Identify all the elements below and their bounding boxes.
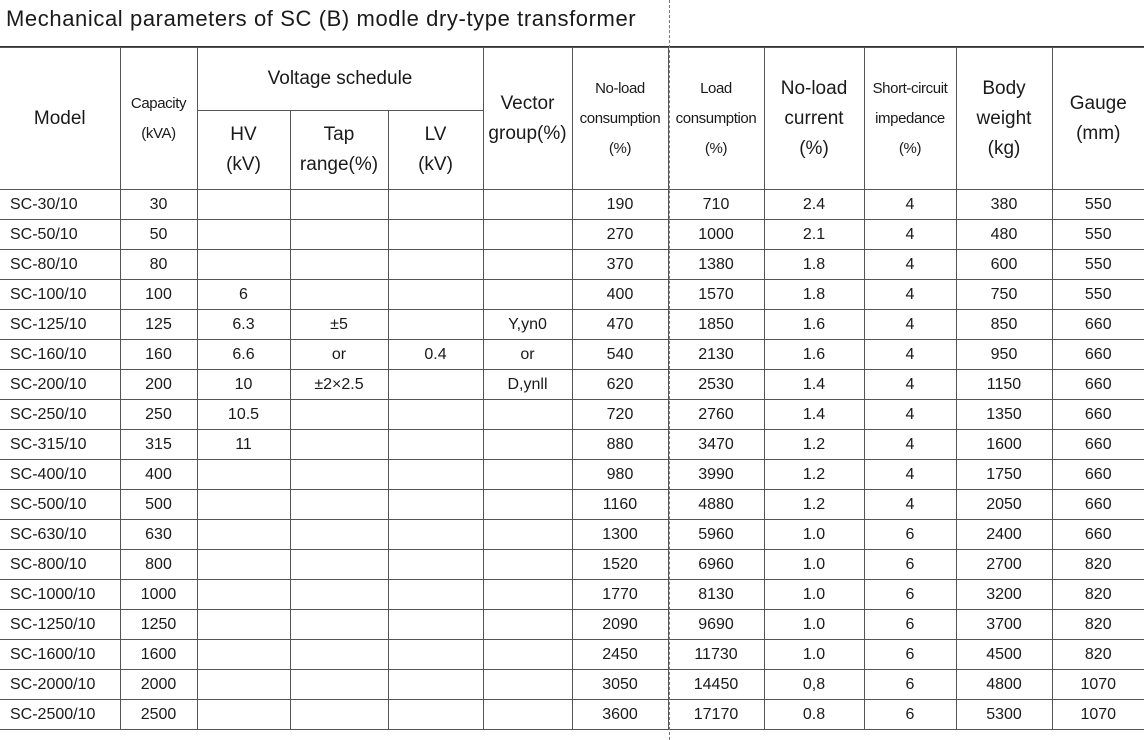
cell-lv [388, 550, 483, 580]
cell-vector-group [483, 250, 572, 280]
cell-load-consumption: 11730 [668, 640, 764, 670]
header-capacity-label: Capacity [130, 94, 187, 112]
header-no-load-current-unit: (%) [799, 137, 829, 159]
cell-hv [197, 550, 290, 580]
table-row [0, 520, 1144, 550]
cell-body-weight: 1600 [956, 430, 1052, 460]
cell-no-load-current: 1.6 [764, 310, 864, 340]
cell-tap-range [290, 280, 388, 310]
header-no-load-consumption-line1: No-load [595, 79, 645, 97]
cell-vector-group [483, 550, 572, 580]
cell-no-load-current: 1.0 [764, 580, 864, 610]
cell-tap-range [290, 550, 388, 580]
cell-no-load-current: 2.1 [764, 220, 864, 250]
cell-vector-group [483, 490, 572, 520]
header-model [0, 48, 120, 190]
cell-no-load-consumption: 540 [572, 340, 668, 370]
cell-lv [388, 220, 483, 250]
table-row [0, 280, 1144, 310]
cell-lv [388, 640, 483, 670]
cell-gauge: 550 [1052, 250, 1144, 280]
page-title: Mechanical parameters of SC (B) modle dry-type transformer [6, 6, 637, 31]
header-tap-range-label: Tap [323, 124, 355, 145]
cell-capacity: 630 [120, 520, 197, 550]
cell-vector-group [483, 610, 572, 640]
cell-no-load-current: 2.4 [764, 190, 864, 220]
header-vector-group [483, 48, 572, 190]
table-row [0, 490, 1144, 520]
cell-lv [388, 250, 483, 280]
cell-short-circuit-impedance: 4 [864, 310, 956, 340]
cell-lv [388, 400, 483, 430]
cell-no-load-consumption: 1770 [572, 580, 668, 610]
header-lv-unit: (kV) [418, 154, 453, 175]
cell-hv [197, 250, 290, 280]
cell-no-load-consumption: 1300 [572, 520, 668, 550]
cell-hv [197, 700, 290, 730]
cell-tap-range [290, 460, 388, 490]
cell-tap-range [290, 610, 388, 640]
cell-model: SC-1000/10 [0, 580, 120, 610]
cell-body-weight: 3200 [956, 580, 1052, 610]
cell-gauge: 820 [1052, 580, 1144, 610]
cell-gauge: 820 [1052, 640, 1144, 670]
header-gauge-unit: (mm) [1076, 122, 1121, 144]
cell-short-circuit-impedance: 6 [864, 550, 956, 580]
cell-capacity: 800 [120, 550, 197, 580]
header-tap-range-unit: range(%) [299, 154, 379, 175]
cell-short-circuit-impedance: 4 [864, 490, 956, 520]
cell-gauge: 550 [1052, 280, 1144, 310]
table-row [0, 370, 1144, 400]
cell-no-load-current: 1.2 [764, 460, 864, 490]
cell-load-consumption: 1570 [668, 280, 764, 310]
cell-capacity: 100 [120, 280, 197, 310]
cell-short-circuit-impedance: 4 [864, 400, 956, 430]
cell-vector-group: D,ynll [483, 370, 572, 400]
cell-no-load-consumption: 370 [572, 250, 668, 280]
cell-short-circuit-impedance: 4 [864, 280, 956, 310]
header-gauge [1052, 48, 1144, 190]
cell-load-consumption: 1380 [668, 250, 764, 280]
table-row [0, 220, 1144, 250]
cell-tap-range [290, 220, 388, 250]
cell-load-consumption: 2530 [668, 370, 764, 400]
cell-tap-range [290, 670, 388, 700]
table-row [0, 550, 1144, 580]
cell-model: SC-630/10 [0, 520, 120, 550]
cell-gauge: 660 [1052, 370, 1144, 400]
cell-no-load-current: 1.4 [764, 370, 864, 400]
table-row [0, 580, 1144, 610]
header-body-weight-unit: (kg) [987, 137, 1021, 159]
cell-lv [388, 370, 483, 400]
header-voltage-schedule [197, 48, 483, 111]
cell-hv [197, 640, 290, 670]
cell-model: SC-30/10 [0, 190, 120, 220]
cell-model: SC-80/10 [0, 250, 120, 280]
cell-model: SC-1600/10 [0, 640, 120, 670]
cell-tap-range: or [290, 340, 388, 370]
cell-vector-group: Y,yn0 [483, 310, 572, 340]
cell-hv: 10 [197, 370, 290, 400]
header-vector-group-line2: group(%) [488, 122, 567, 144]
header-short-circuit-impedance-line1: Short-circuit [872, 79, 948, 97]
header-body-weight-line2: weight [976, 107, 1032, 129]
cell-vector-group [483, 460, 572, 490]
cell-capacity: 400 [120, 460, 197, 490]
cell-no-load-consumption: 980 [572, 460, 668, 490]
cell-vector-group [483, 640, 572, 670]
cell-gauge: 820 [1052, 550, 1144, 580]
table-row [0, 670, 1144, 700]
cell-body-weight: 4500 [956, 640, 1052, 670]
cell-no-load-current: 1.0 [764, 520, 864, 550]
cell-tap-range [290, 700, 388, 730]
cell-gauge: 820 [1052, 610, 1144, 640]
cell-no-load-current: 1.0 [764, 550, 864, 580]
cell-vector-group [483, 580, 572, 610]
cell-vector-group [483, 190, 572, 220]
cell-gauge: 550 [1052, 220, 1144, 250]
cell-load-consumption: 9690 [668, 610, 764, 640]
cell-vector-group [483, 280, 572, 310]
header-short-circuit-impedance-line2: impedance [875, 109, 945, 127]
cell-body-weight: 380 [956, 190, 1052, 220]
cell-body-weight: 2700 [956, 550, 1052, 580]
cell-lv [388, 190, 483, 220]
cell-body-weight: 850 [956, 310, 1052, 340]
cell-lv [388, 610, 483, 640]
cell-tap-range [290, 490, 388, 520]
cell-hv [197, 490, 290, 520]
cell-body-weight: 4800 [956, 670, 1052, 700]
cell-no-load-consumption: 620 [572, 370, 668, 400]
cell-gauge: 550 [1052, 190, 1144, 220]
header-body-weight-line1: Body [982, 77, 1026, 99]
header-hv [197, 111, 290, 190]
cell-load-consumption: 1000 [668, 220, 764, 250]
table-row [0, 640, 1144, 670]
cell-no-load-consumption: 2090 [572, 610, 668, 640]
cell-gauge: 1070 [1052, 700, 1144, 730]
cell-model: SC-100/10 [0, 280, 120, 310]
cell-no-load-consumption: 470 [572, 310, 668, 340]
cell-capacity: 315 [120, 430, 197, 460]
cell-tap-range [290, 520, 388, 550]
cell-no-load-current: 1.0 [764, 610, 864, 640]
cell-model: SC-400/10 [0, 460, 120, 490]
header-no-load-current [764, 48, 864, 190]
table-row [0, 430, 1144, 460]
header-no-load-consumption-unit: (%) [608, 139, 632, 157]
header-hv-label: HV [230, 124, 257, 145]
cell-no-load-current: 1.2 [764, 490, 864, 520]
cell-gauge: 660 [1052, 400, 1144, 430]
cell-hv: 10.5 [197, 400, 290, 430]
cell-capacity: 1600 [120, 640, 197, 670]
cell-lv [388, 670, 483, 700]
cell-load-consumption: 8130 [668, 580, 764, 610]
cell-no-load-current: 0.8 [764, 700, 864, 730]
cell-no-load-current: 1.2 [764, 430, 864, 460]
cell-load-consumption: 4880 [668, 490, 764, 520]
cell-no-load-current: 1.0 [764, 640, 864, 670]
cell-model: SC-50/10 [0, 220, 120, 250]
cell-hv: 11 [197, 430, 290, 460]
cell-capacity: 1250 [120, 610, 197, 640]
cell-body-weight: 1750 [956, 460, 1052, 490]
cell-vector-group [483, 520, 572, 550]
cell-load-consumption: 6960 [668, 550, 764, 580]
header-model-label: Model [33, 107, 86, 129]
cell-lv [388, 310, 483, 340]
cell-no-load-consumption: 1520 [572, 550, 668, 580]
cell-short-circuit-impedance: 6 [864, 610, 956, 640]
cell-capacity: 125 [120, 310, 197, 340]
cell-short-circuit-impedance: 4 [864, 430, 956, 460]
cell-capacity: 2500 [120, 700, 197, 730]
table-row [0, 460, 1144, 490]
cell-hv [197, 190, 290, 220]
cell-capacity: 30 [120, 190, 197, 220]
header-lv [388, 111, 483, 190]
cell-hv [197, 610, 290, 640]
cell-body-weight: 2050 [956, 490, 1052, 520]
table-row [0, 340, 1144, 370]
cell-tap-range [290, 430, 388, 460]
cell-lv [388, 280, 483, 310]
cell-short-circuit-impedance: 4 [864, 250, 956, 280]
cell-gauge: 660 [1052, 310, 1144, 340]
cell-capacity: 200 [120, 370, 197, 400]
cell-body-weight: 1150 [956, 370, 1052, 400]
cell-hv [197, 670, 290, 700]
cell-lv [388, 460, 483, 490]
cell-hv [197, 460, 290, 490]
cell-no-load-consumption: 400 [572, 280, 668, 310]
table-row [0, 400, 1144, 430]
cell-load-consumption: 2760 [668, 400, 764, 430]
cell-no-load-consumption: 720 [572, 400, 668, 430]
header-load-consumption-line2: consumption [675, 109, 757, 127]
cell-no-load-current: 1.6 [764, 340, 864, 370]
cell-gauge: 660 [1052, 520, 1144, 550]
cell-hv: 6.3 [197, 310, 290, 340]
cell-short-circuit-impedance: 6 [864, 580, 956, 610]
cell-no-load-current: 1.8 [764, 280, 864, 310]
cell-tap-range [290, 580, 388, 610]
header-gauge-label: Gauge [1069, 92, 1127, 114]
cell-hv [197, 220, 290, 250]
header-no-load-current-line2: current [784, 107, 844, 129]
header-no-load-consumption-line2: consumption [579, 109, 661, 127]
cell-capacity: 80 [120, 250, 197, 280]
header-hv-unit: (kV) [226, 154, 261, 175]
cell-model: SC-2500/10 [0, 700, 120, 730]
cell-no-load-consumption: 1160 [572, 490, 668, 520]
cell-body-weight: 600 [956, 250, 1052, 280]
header-load-consumption-line1: Load [700, 79, 732, 97]
cell-no-load-consumption: 3050 [572, 670, 668, 700]
cell-model: SC-200/10 [0, 370, 120, 400]
table-row [0, 250, 1144, 280]
cell-gauge: 660 [1052, 490, 1144, 520]
cell-capacity: 160 [120, 340, 197, 370]
cell-short-circuit-impedance: 4 [864, 340, 956, 370]
cell-model: SC-160/10 [0, 340, 120, 370]
cell-model: SC-500/10 [0, 490, 120, 520]
cell-no-load-consumption: 190 [572, 190, 668, 220]
cell-no-load-consumption: 880 [572, 430, 668, 460]
cell-short-circuit-impedance: 6 [864, 520, 956, 550]
cell-gauge: 660 [1052, 460, 1144, 490]
cell-capacity: 1000 [120, 580, 197, 610]
cell-tap-range: ±5 [290, 310, 388, 340]
header-tap-range [290, 111, 388, 190]
cell-load-consumption: 1850 [668, 310, 764, 340]
header-no-load-current-line1: No-load [780, 77, 848, 99]
cell-load-consumption: 710 [668, 190, 764, 220]
cell-load-consumption: 17170 [668, 700, 764, 730]
cell-gauge: 1070 [1052, 670, 1144, 700]
cell-model: SC-1250/10 [0, 610, 120, 640]
cell-capacity: 2000 [120, 670, 197, 700]
cell-vector-group: or [483, 340, 572, 370]
table-row [0, 610, 1144, 640]
cell-capacity: 500 [120, 490, 197, 520]
cell-model: SC-315/10 [0, 430, 120, 460]
cell-body-weight: 2400 [956, 520, 1052, 550]
header-vector-group-line1: Vector [500, 92, 555, 114]
header-lv-label: LV [424, 124, 447, 145]
cell-capacity: 250 [120, 400, 197, 430]
cell-tap-range: ±2×2.5 [290, 370, 388, 400]
cell-model: SC-250/10 [0, 400, 120, 430]
header-body-weight [956, 48, 1052, 190]
cell-short-circuit-impedance: 6 [864, 700, 956, 730]
cell-model: SC-125/10 [0, 310, 120, 340]
header-short-circuit-impedance [864, 48, 956, 190]
cell-lv [388, 430, 483, 460]
cell-short-circuit-impedance: 4 [864, 370, 956, 400]
cell-body-weight: 480 [956, 220, 1052, 250]
cell-short-circuit-impedance: 6 [864, 640, 956, 670]
cell-vector-group [483, 400, 572, 430]
cell-vector-group [483, 430, 572, 460]
cell-lv [388, 580, 483, 610]
table-row [0, 190, 1144, 220]
cell-body-weight: 3700 [956, 610, 1052, 640]
cell-vector-group [483, 670, 572, 700]
cell-model: SC-800/10 [0, 550, 120, 580]
cell-load-consumption: 14450 [668, 670, 764, 700]
cell-model: SC-2000/10 [0, 670, 120, 700]
cell-lv [388, 520, 483, 550]
table-row [0, 310, 1144, 340]
header-short-circuit-impedance-unit: (%) [898, 139, 922, 157]
header-no-load-consumption [572, 48, 668, 190]
cell-short-circuit-impedance: 4 [864, 460, 956, 490]
cell-hv: 6.6 [197, 340, 290, 370]
cell-load-consumption: 3990 [668, 460, 764, 490]
cell-no-load-consumption: 2450 [572, 640, 668, 670]
header-capacity-unit: (kVA) [141, 124, 176, 142]
cell-body-weight: 950 [956, 340, 1052, 370]
cell-hv [197, 580, 290, 610]
cell-vector-group [483, 700, 572, 730]
cell-no-load-consumption: 3600 [572, 700, 668, 730]
cell-no-load-consumption: 270 [572, 220, 668, 250]
cell-short-circuit-impedance: 4 [864, 190, 956, 220]
cell-capacity: 50 [120, 220, 197, 250]
cell-gauge: 660 [1052, 430, 1144, 460]
cell-load-consumption: 2130 [668, 340, 764, 370]
cell-gauge: 660 [1052, 340, 1144, 370]
cell-body-weight: 1350 [956, 400, 1052, 430]
cell-lv: 0.4 [388, 340, 483, 370]
cell-hv: 6 [197, 280, 290, 310]
cell-body-weight: 5300 [956, 700, 1052, 730]
header-load-consumption-unit: (%) [704, 139, 728, 157]
cell-tap-range [290, 190, 388, 220]
table-row [0, 700, 1144, 730]
cell-lv [388, 700, 483, 730]
cell-load-consumption: 3470 [668, 430, 764, 460]
cell-lv [388, 490, 483, 520]
cell-no-load-current: 0,8 [764, 670, 864, 700]
cell-load-consumption: 5960 [668, 520, 764, 550]
header-capacity [120, 48, 197, 190]
cell-tap-range [290, 400, 388, 430]
cell-short-circuit-impedance: 6 [864, 670, 956, 700]
transformer-parameters-table [0, 47, 1144, 730]
header-voltage-schedule-label: Voltage schedule [267, 68, 413, 89]
cell-vector-group [483, 220, 572, 250]
cell-tap-range [290, 250, 388, 280]
cell-short-circuit-impedance: 4 [864, 220, 956, 250]
cell-no-load-current: 1.4 [764, 400, 864, 430]
cell-no-load-current: 1.8 [764, 250, 864, 280]
cell-body-weight: 750 [956, 280, 1052, 310]
header-load-consumption [668, 48, 764, 190]
table-body [0, 190, 1144, 730]
cell-hv [197, 520, 290, 550]
cell-tap-range [290, 640, 388, 670]
